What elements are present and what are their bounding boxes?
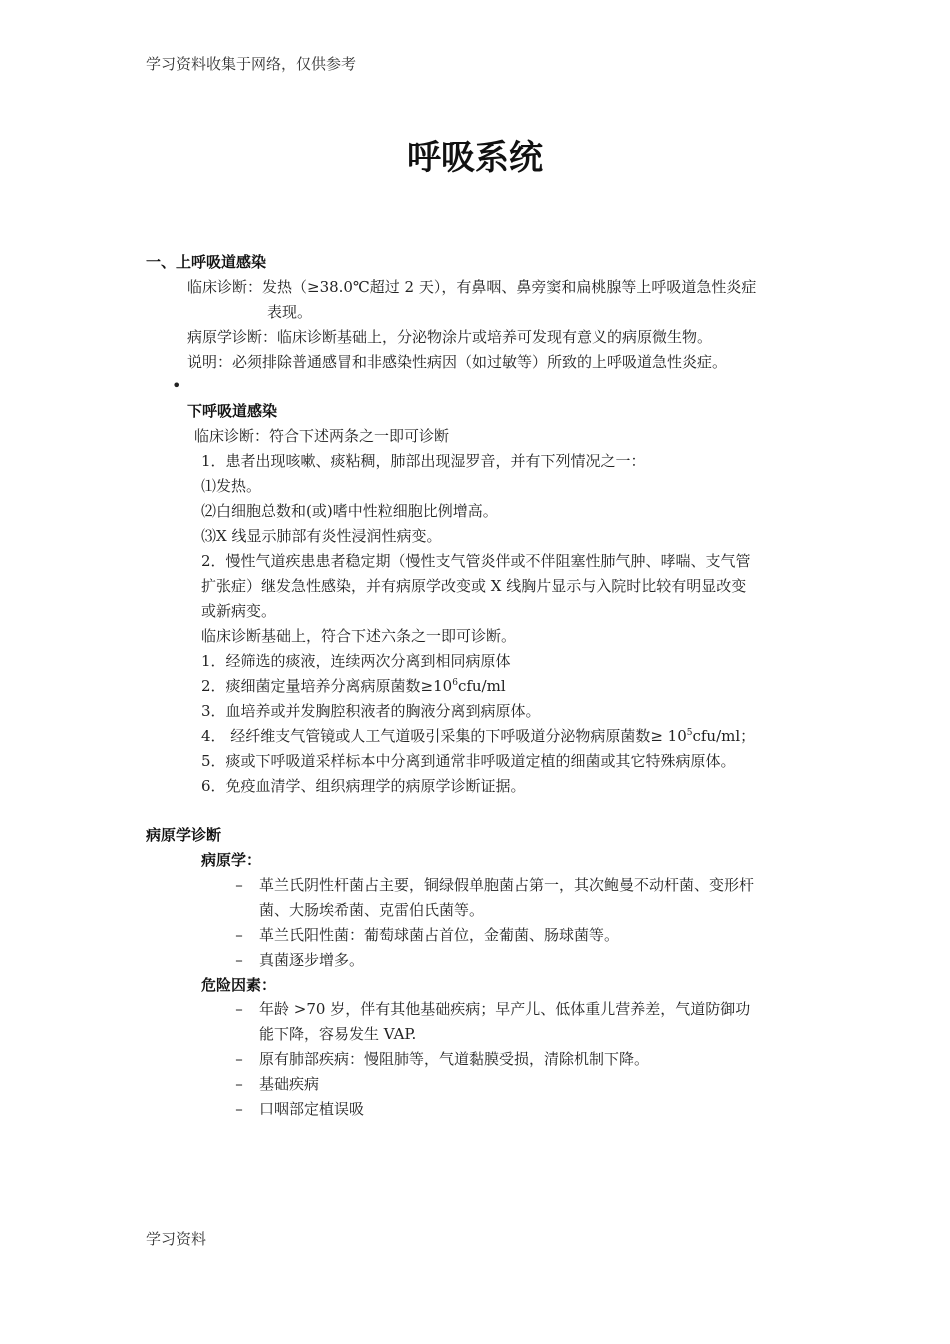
criteria-sub-2: ⑵白细胞总数和(或)嗜中性粒细胞比例增高。 xyxy=(201,502,498,520)
lab-criterion-2-unit: cfu/ml xyxy=(457,677,506,695)
lab-criterion-4-exponent: 5 xyxy=(686,728,693,738)
dash-icon: – xyxy=(235,876,243,894)
risk-item-3: 基础疾病 xyxy=(259,1075,320,1093)
pathogen-item-2: 革兰氏阳性菌：葡萄球菌占首位，金葡菌、肠球菌等。 xyxy=(259,926,620,944)
lab-criterion-4-text: 4． 经纤维支气管镜或人工气道吸引采集的下呼吸道分泌物病原菌数≥ 10 xyxy=(201,727,687,745)
lab-criterion-2-text: 2．痰细菌定量培养分离病原菌数≥10 xyxy=(201,677,453,695)
clinical-diagnosis-line2: 表现。 xyxy=(267,303,313,321)
criteria-item-1: 1．患者出现咳嗽、痰粘稠，肺部出现湿罗音，并有下列情况之一： xyxy=(201,452,646,470)
section-heading-lower-respiratory: 下呼吸道感染 xyxy=(187,402,278,420)
risk-item-1-line2: 能下降，容易发生 VAP. xyxy=(259,1025,417,1043)
clinical-diagnosis-line1: 临床诊断：发热（≥38.0℃超过 2 天），有鼻咽、鼻旁窦和扁桃腺等上呼吸道急性炎症 xyxy=(187,278,757,296)
dash-icon: – xyxy=(235,926,243,944)
clinical-intro: 临床诊断：符合下述两条之一即可诊断 xyxy=(194,427,450,445)
lab-criterion-5: 5．痰或下呼吸道采样标本中分离到通常非呼吸道定植的细菌或其它特殊病原体。 xyxy=(201,752,736,770)
document-title: 呼吸系统 xyxy=(407,138,543,178)
page-footer: 学习资料 xyxy=(146,1230,207,1248)
criteria-item-2-line3: 或新病变。 xyxy=(201,602,277,620)
lab-criterion-2-exponent: 6 xyxy=(452,678,458,688)
bullet-icon: • xyxy=(172,376,182,395)
criteria-sub-3: ⑶X 线显示肺部有炎性浸润性病变。 xyxy=(201,527,442,545)
dash-icon: – xyxy=(235,1000,243,1018)
lab-criterion-4-unit: cfu/ml； xyxy=(692,727,756,745)
lab-criterion-2 xyxy=(201,676,506,696)
dash-icon: – xyxy=(235,951,243,969)
lab-criterion-4 xyxy=(201,726,755,746)
criteria-item-2-line1: 2．慢性气道疾患患者稳定期（慢性支气管炎伴或不伴阻塞性肺气肿、哮喘、支气管 xyxy=(201,552,751,570)
pathogen-item-1-line2: 菌、大肠埃希菌、克雷伯氏菌等。 xyxy=(259,901,485,919)
dash-icon: – xyxy=(235,1050,243,1068)
page-header: 学习资料收集于网络，仅供参考 xyxy=(146,55,357,73)
lab-criterion-3: 3．血培养或并发胸腔积液者的胸液分离到病原体。 xyxy=(201,702,541,720)
risk-item-1-line1: 年龄 >70 岁，伴有其他基础疾病；早产儿、低体重儿营养差，气道防御功 xyxy=(259,1000,751,1018)
risk-item-4: 口咽部定植误吸 xyxy=(259,1100,365,1118)
lab-criterion-1: 1．经筛选的痰液，连续两次分离到相同病原体 xyxy=(201,652,511,670)
pathogen-diagnosis: 病原学诊断：临床诊断基础上，分泌物涂片或培养可发现有意义的病原微生物。 xyxy=(187,328,713,346)
sub-heading-risk-factors: 危险因素： xyxy=(201,976,277,994)
criteria-item-2-line2: 扩张症）继发急性感染，并有病原学改变或 X 线胸片显示与入院时比较有明显改变 xyxy=(201,577,747,595)
section-heading-etiology: 病原学诊断 xyxy=(146,826,222,844)
dash-icon: – xyxy=(235,1100,243,1118)
lab-intro: 临床诊断基础上，符合下述六条之一即可诊断。 xyxy=(201,627,517,645)
pathogen-item-1-line1: 革兰氏阴性杆菌占主要，铜绿假单胞菌占第一，其次鲍曼不动杆菌、变形杆 xyxy=(259,876,755,894)
lab-criterion-6: 6．免疫血清学、组织病理学的病原学诊断证据。 xyxy=(201,777,526,795)
pathogen-item-3: 真菌逐步增多。 xyxy=(259,951,365,969)
note-text: 说明：必须排除普通感冒和非感染性病因（如过敏等）所致的上呼吸道急性炎症。 xyxy=(187,353,728,371)
risk-item-2: 原有肺部疾病：慢阻肺等，气道黏膜受损，清除机制下降。 xyxy=(259,1050,650,1068)
sub-heading-pathogens: 病原学： xyxy=(201,851,262,869)
criteria-sub-1: ⑴发热。 xyxy=(201,477,262,495)
section-heading-upper-respiratory: 一、上呼吸道感染 xyxy=(146,253,267,271)
dash-icon: – xyxy=(235,1075,243,1093)
